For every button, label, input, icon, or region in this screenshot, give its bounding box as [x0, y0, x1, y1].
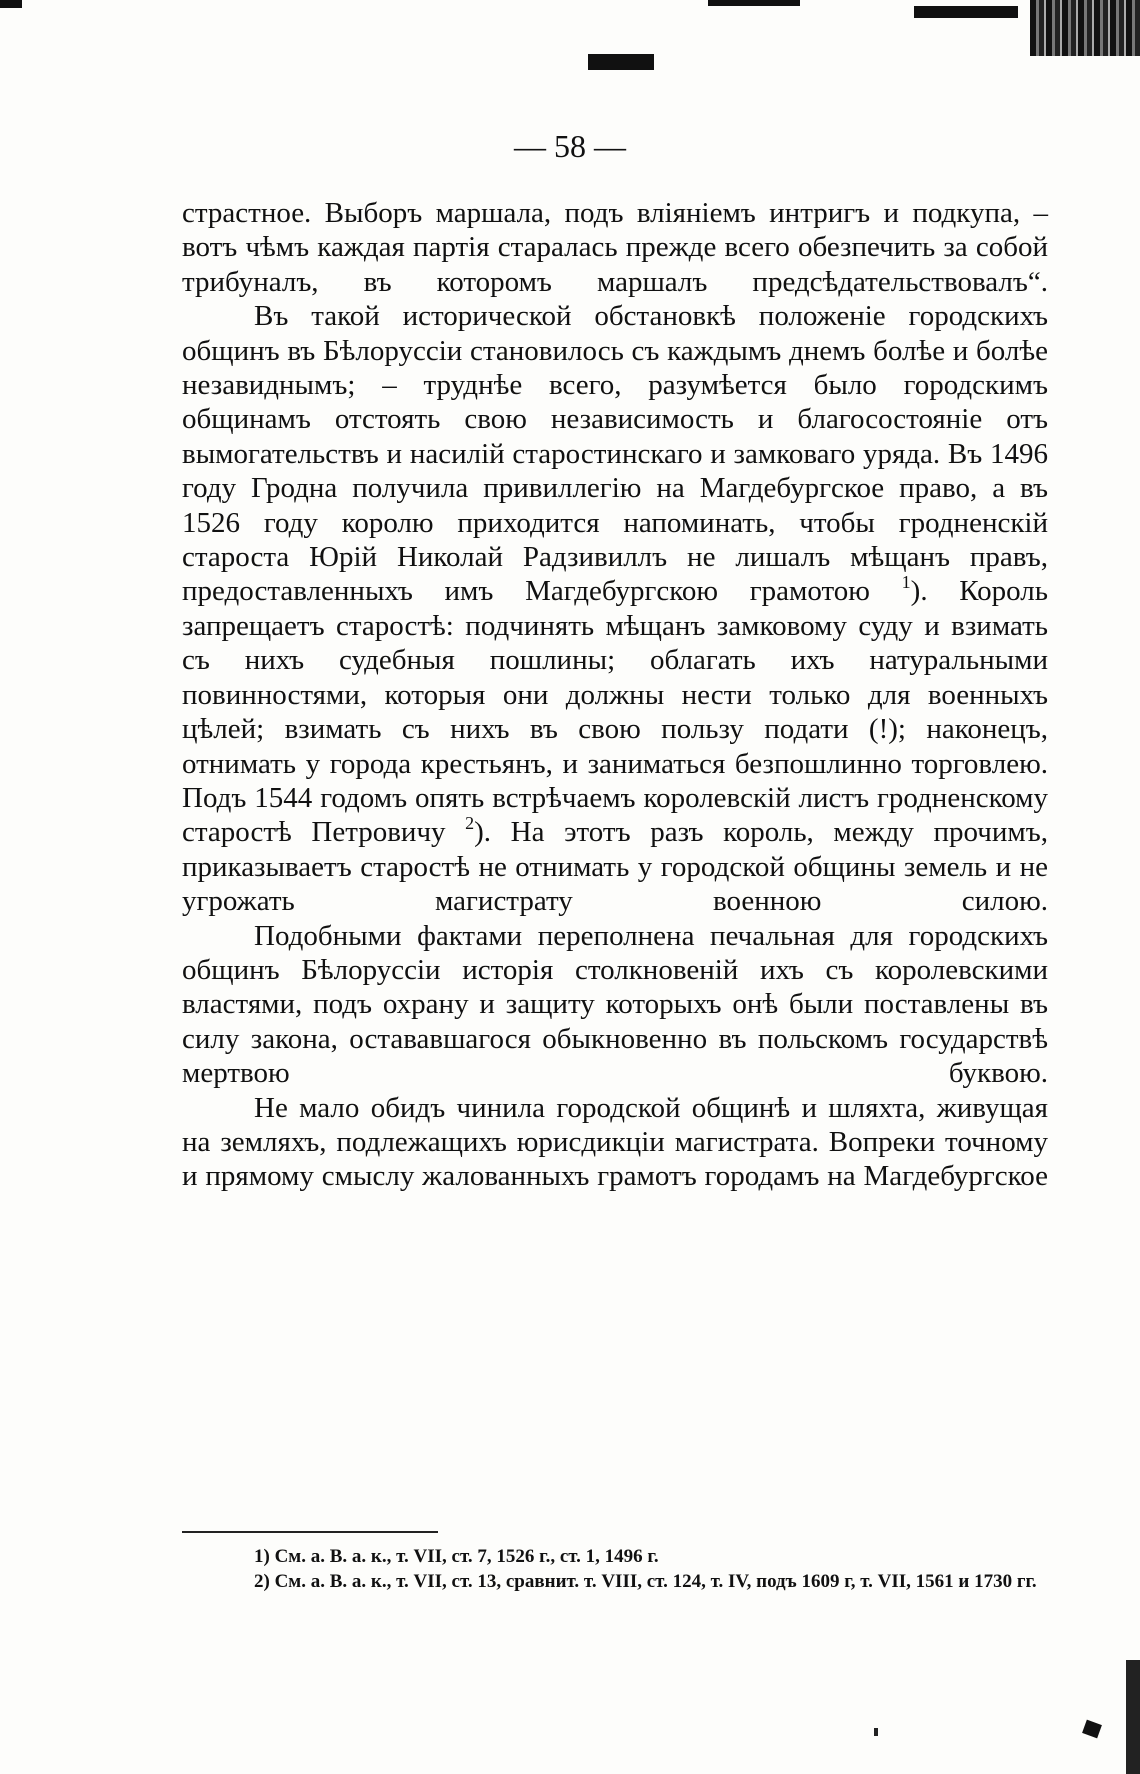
footnotes — [182, 1544, 1048, 1594]
scan-artifact — [914, 6, 1018, 18]
footnote-divider — [182, 1531, 438, 1533]
paragraph-text: Въ такой исторической обстановкѣ положеніе городскихъ общинъ въ Бѣлоруссіи становилось съ каждымъ днемъ болѣе и болѣе незавиднымъ; – труднѣе всего, разумѣется было городскимъ общинамъ отстоять свою независимость и благосостояніе отъ вымогательствъ и насилій старостинскаго и замковаго уряда. Въ 1496 году Гродна получила привиллегію на Магдебургское право, а въ 1526 году королю приходится напоминать, чтобы гродненскій староста Юрій Николай Радзивиллъ не лишалъ мѣщанъ правъ, предоставленныхъ имъ Магдебургскою грамотою — [182, 300, 1048, 608]
scan-artifact — [588, 54, 654, 70]
body-text — [182, 196, 1048, 1194]
scan-artifact — [874, 1728, 878, 1736]
paragraph: Подобными фактами переполнена печальная для городскихъ общинъ Бѣлоруссіи исторія столкновеній ихъ съ королевскими властями, подъ охрану и защиту которыхъ онѣ были поставлены въ силу закона, остававшагося обыкновенно въ польскомъ государствѣ мертвою буквою. — [182, 919, 1048, 1090]
footnote-ref-2[interactable]: 2 — [465, 813, 475, 834]
paragraph-text: ). На этотъ разъ король, между прочимъ, приказываетъ старостѣ не отнимать у городской общины земель и не угрожать магистрату военною силою. — [182, 816, 1048, 918]
scan-artifact — [0, 0, 22, 8]
paragraph: Не мало обидъ чинила городской общинѣ и шляхта, живущая на земляхъ, подлежащихъ юрисдикціи магистрата. Вопреки точному и прямому смыслу жалованныхъ грамотъ городамъ на Магдебургское — [182, 1091, 1048, 1193]
scan-artifact — [1126, 1660, 1140, 1774]
paragraph — [182, 299, 1048, 918]
scan-artifact — [708, 0, 800, 6]
paragraph-continuation: страстное. Выборъ маршала, подъ вліяніемъ интригъ и подкупа, – вотъ чѣмъ каждая партія старалась прежде всего обезпечить за собой трибуналъ, въ которомъ маршалъ предсѣдательствовалъ“. — [182, 197, 1048, 298]
footnote-2: 2) См. а. В. а. к., т. VII, ст. 13, сравнит. т. VIII, ст. 124, т. IV, подъ 1609 г, т. VII, 1561 и 1730 гг. — [254, 1571, 1037, 1592]
paragraph-text: ). Король запрещаетъ старостѣ: подчинять мѣщанъ замковому суду и взимать съ нихъ судебныя пошлины; облагать ихъ натуральными повинностями, которыя они должны нести только для военныхъ цѣлей; взимать съ нихъ въ свою пользу подати (!); наконецъ, отнимать у города крестьянъ, и заниматься безпошлинно торговлею. Подъ 1544 годомъ опять встрѣчаемъ королевскій листъ гродненскому старостѣ Петровичу — [182, 575, 1049, 849]
footnote-ref-1[interactable]: 1 — [901, 572, 911, 593]
scan-artifact — [1082, 1720, 1102, 1739]
scan-artifact — [1030, 0, 1140, 56]
page-number: — 58 — — [514, 128, 626, 164]
footnote-1: 1) См. а. В. а. к., т. VII, ст. 7, 1526 г., ст. 1, 1496 г. — [254, 1546, 659, 1567]
